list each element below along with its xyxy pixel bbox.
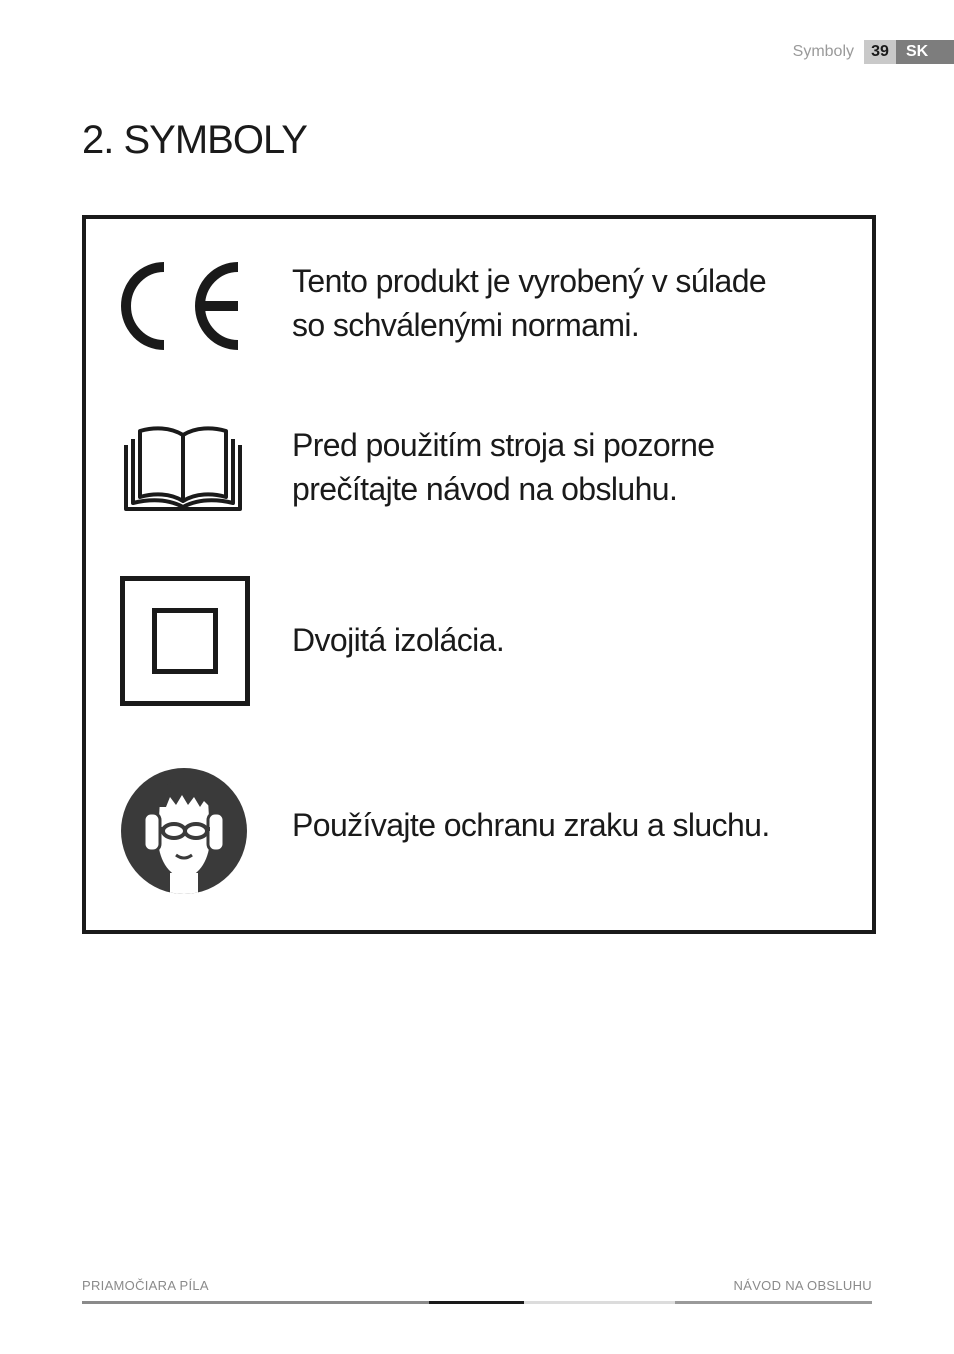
footer-manual-label: NÁVOD NA OBSLUHU [733, 1278, 872, 1293]
symbol-text-manual: Pred použitím stroja si pozorne prečítajte návod na obsluhu. [292, 427, 715, 507]
footer-rule-segment [524, 1301, 675, 1304]
language-badge: SK [896, 40, 954, 64]
footer-product-name: PRIAMOČIARA PÍLA [82, 1278, 209, 1293]
page-header [793, 40, 954, 64]
symbol-text-protection: Používajte ochranu zraku a sluchu. [292, 807, 770, 843]
symbol-text-insulation: Dvojitá izolácia. [292, 622, 505, 658]
page-title: 2. SYMBOLY [82, 118, 307, 162]
open-book-icon [120, 423, 246, 517]
footer-rule-segment [429, 1301, 524, 1304]
footer-rule-segment [675, 1301, 872, 1304]
footer-rule-segment [82, 1301, 429, 1304]
symbols-box [82, 215, 876, 934]
section-name: Symboly [792, 43, 854, 60]
ce-mark-icon [120, 259, 244, 357]
double-insulation-icon [120, 576, 250, 710]
symbol-text-ce: Tento produkt je vyrobený v súlade so schválenými normami. [292, 263, 767, 343]
page-number: 39 [864, 40, 896, 64]
eye-ear-protection-icon [120, 767, 248, 899]
